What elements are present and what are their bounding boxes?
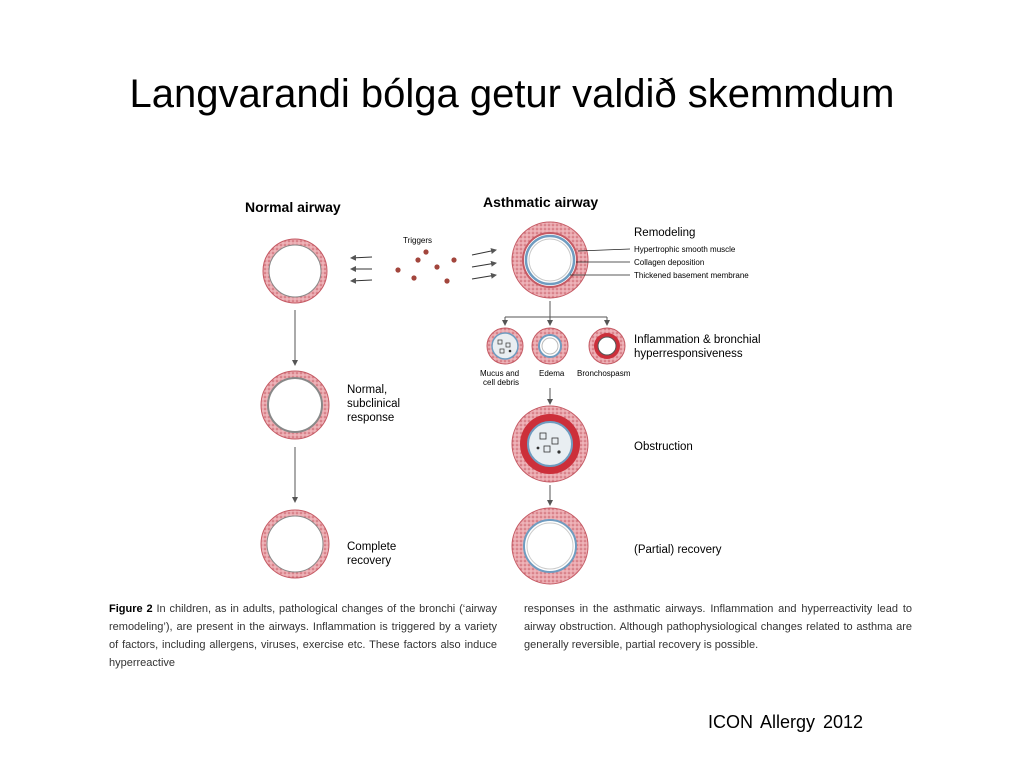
slide-title: Langvarandi bólga getur valdið skemmdum <box>129 72 895 116</box>
airway-diagram <box>100 180 930 600</box>
remodeling-item-collagen: Collagen deposition <box>634 258 705 267</box>
edema-label: Edema <box>539 369 565 378</box>
figure-caption-right-text: responses in the asthmatic airways. Inflammation and hyperreactivity lead to airway obstruction. Although pathophysiological changes related to asthma are generally reversible, partial recovery is possible. <box>524 603 912 651</box>
trigger-arrows-right <box>472 250 496 279</box>
asthmatic-remodeled-airway <box>512 222 588 298</box>
normal-response-line3: response <box>347 412 395 424</box>
remodeling-item-basement-membrane: Thickened basement membrane <box>634 271 749 280</box>
triggers-label: Triggers <box>403 236 433 245</box>
slide-footer: ICON Allergy 2012 <box>708 712 864 732</box>
bronchospasm-airway <box>589 328 625 364</box>
edema-airway <box>532 328 568 364</box>
mucus-label-line2: cell debris <box>483 378 520 387</box>
remodeling-item-smooth-muscle: Hypertrophic smooth muscle <box>634 245 736 254</box>
inflammation-label-line2: hyperresponsiveness <box>634 348 743 360</box>
bronchospasm-label: Bronchospasm <box>577 369 631 378</box>
obstructed-airway <box>512 406 588 482</box>
asthmatic-airway-header: Asthmatic airway <box>483 194 599 210</box>
trigger-particles <box>395 249 456 283</box>
inflammation-label-line1: Inflammation & bronchial <box>634 334 761 346</box>
mucus-airway <box>487 328 523 364</box>
obstruction-label: Obstruction <box>634 441 693 453</box>
trigger-arrows-left <box>351 257 372 281</box>
normal-airway <box>263 239 327 303</box>
normal-response-line1: Normal, <box>347 384 388 396</box>
partial-recovery-label: (Partial) recovery <box>634 544 722 556</box>
figure-caption-right <box>524 600 912 654</box>
normal-airway-header: Normal airway <box>245 199 341 215</box>
normal-recovered-airway <box>261 510 329 578</box>
figure-caption-left-text: In children, as in adults, pathological changes of the bronchi (‘airway remodeling’), are present in the airways. Inflammation is triggered by a variety of factors, including allergens, viruses, exercise etc. These factors also induce hyperreactive <box>109 603 497 669</box>
partial-recovery-airway <box>512 508 588 584</box>
complete-recovery-line2: recovery <box>347 555 392 567</box>
airway-figure <box>100 180 930 680</box>
normal-response-line2: subclinical <box>347 398 401 410</box>
remodeling-label: Remodeling <box>634 227 696 239</box>
figure-caption-left <box>109 600 497 672</box>
complete-recovery-line1: Complete <box>347 541 397 553</box>
normal-subclinical-airway <box>261 371 329 439</box>
figure-caption-label: Figure 2 <box>109 603 153 615</box>
mucus-label-line1: Mucus and <box>480 369 520 378</box>
